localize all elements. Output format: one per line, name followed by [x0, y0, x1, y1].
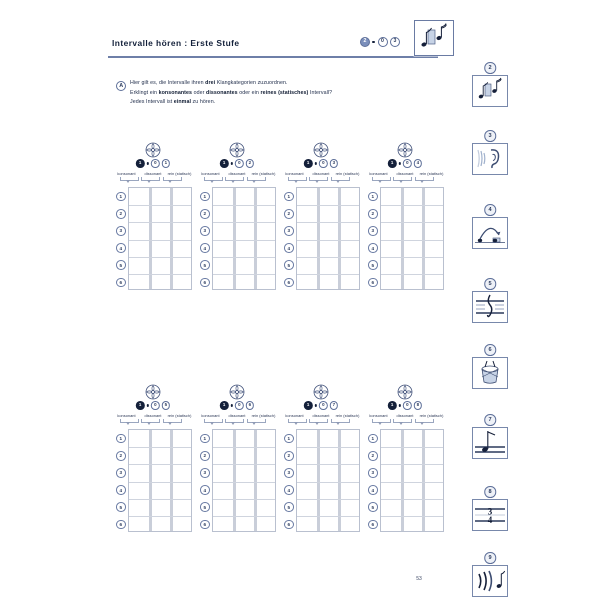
column-headers	[114, 413, 192, 429]
column-header: dissonant	[312, 413, 330, 418]
column-arrow-icon	[126, 422, 130, 425]
page-number: 53	[416, 576, 422, 582]
grid-rule	[297, 447, 359, 448]
row-number: 5	[368, 260, 378, 270]
column-arrow-icon	[420, 180, 424, 183]
grid-rule	[381, 482, 443, 483]
rail-number: 6	[484, 344, 496, 356]
interval-arc-icon[interactable]	[472, 217, 508, 249]
column-arrow-icon	[315, 180, 319, 183]
column-header: konsonant	[117, 171, 136, 176]
grid-rule	[381, 257, 443, 258]
exercise-code-group	[304, 401, 338, 410]
rail-number: 3	[484, 130, 496, 142]
row-number: 5	[116, 502, 126, 512]
exercise-code-minor: 5	[162, 401, 171, 410]
grid-rule	[381, 240, 443, 241]
exercise-code-minor: 7	[330, 401, 339, 410]
exercise-code-mid: 0	[319, 159, 328, 168]
fan-icon	[397, 384, 413, 400]
rail-number: 7	[484, 414, 496, 426]
row-number: 3	[200, 226, 210, 236]
row-number: 2	[284, 451, 294, 461]
row-number: 1	[284, 434, 294, 444]
row-number: 1	[116, 434, 126, 444]
answer-grid[interactable]	[128, 187, 192, 290]
exercise-code-minor: 2	[246, 159, 255, 168]
exercise-code-group	[304, 159, 338, 168]
grid-rule	[213, 447, 275, 448]
row-number: 2	[116, 209, 126, 219]
grid-rule	[129, 516, 191, 517]
column-arrow-icon	[252, 422, 256, 425]
grid-rule	[129, 274, 191, 275]
column-arrow-icon	[420, 422, 424, 425]
fan-icon	[145, 384, 161, 400]
exercise-code-dot	[146, 404, 149, 407]
row-number: 6	[200, 520, 210, 530]
column-headers	[114, 171, 192, 187]
fan-icon	[229, 384, 245, 400]
column-header: konsonant	[201, 171, 220, 176]
column-header: rein (statisch)	[251, 171, 276, 176]
exercise-code-major: 1	[388, 401, 397, 410]
column-header: konsonant	[369, 413, 388, 418]
fan-icon	[145, 142, 161, 158]
header-music-icon-box	[414, 20, 454, 56]
column-header: rein (statisch)	[335, 171, 360, 176]
grid-rule	[129, 222, 191, 223]
row-number-column	[198, 429, 210, 532]
row-number: 3	[284, 226, 294, 236]
row-number: 6	[116, 520, 126, 530]
grid-rule	[297, 205, 359, 206]
column-arrow-icon	[231, 180, 235, 183]
column-headers	[282, 171, 360, 187]
sound-waves-icon[interactable]	[472, 565, 508, 597]
grid-rule	[129, 464, 191, 465]
column-header: dissonant	[144, 413, 162, 418]
column-headers	[198, 171, 276, 187]
grid-rule	[297, 499, 359, 500]
grid-rule	[129, 447, 191, 448]
answer-grid[interactable]	[296, 429, 360, 532]
row-number-column	[366, 429, 378, 532]
grid-rule	[213, 257, 275, 258]
exercise-code-minor: 8	[414, 401, 423, 410]
rail-number: 2	[484, 62, 496, 74]
exercise-code-mid: 0	[403, 401, 412, 410]
column-header: konsonant	[117, 413, 136, 418]
row-number: 5	[200, 260, 210, 270]
exercise-code-mid: 0	[151, 159, 160, 168]
row-number: 5	[200, 502, 210, 512]
row-number: 3	[200, 468, 210, 478]
row-number: 1	[368, 434, 378, 444]
exercise-code-mid: 0	[319, 401, 328, 410]
grid-rule	[297, 464, 359, 465]
grid-rule	[213, 274, 275, 275]
fan-icon	[397, 142, 413, 158]
note-stem-icon[interactable]	[472, 427, 508, 459]
staff-clef-icon[interactable]	[472, 291, 508, 323]
answer-grid[interactable]	[212, 429, 276, 532]
row-number-column	[114, 187, 126, 290]
column-arrow-icon	[168, 422, 172, 425]
grid-rule	[297, 482, 359, 483]
column-arrow-icon	[147, 180, 151, 183]
music-notes-icon	[415, 21, 453, 55]
row-number-column	[282, 187, 294, 290]
fan-icon	[313, 142, 329, 158]
column-headers	[366, 413, 444, 429]
column-arrow-icon	[168, 180, 172, 183]
column-arrow-icon	[210, 180, 214, 183]
header-code-major: 2	[360, 37, 370, 47]
drum-icon[interactable]	[472, 357, 508, 389]
row-number: 2	[368, 209, 378, 219]
svg-text:3: 3	[487, 506, 493, 517]
page-header	[104, 32, 456, 62]
row-number: 5	[284, 502, 294, 512]
exercise-code-major: 1	[136, 159, 145, 168]
row-number: 4	[368, 485, 378, 495]
header-code-mid: 0	[378, 37, 388, 47]
svg-text:4: 4	[487, 515, 493, 525]
exercise-code-group	[388, 401, 422, 410]
column-arrow-icon	[399, 180, 403, 183]
instruction-line-2: Erklingt ein konsonantes oder dissonantes oder ein reines (statisches) Intervall?	[130, 89, 333, 96]
exercise-code-mid: 0	[235, 401, 244, 410]
grid-rule	[381, 464, 443, 465]
exercise-code-dot	[314, 404, 317, 407]
instruction-line-3: Jedes Intervall ist einmal zu hören.	[130, 99, 216, 105]
exercise-code-major: 1	[220, 159, 229, 168]
column-arrow-icon	[315, 422, 319, 425]
row-number: 3	[368, 468, 378, 478]
column-header: dissonant	[144, 171, 162, 176]
grid-rule	[213, 222, 275, 223]
row-number: 4	[284, 485, 294, 495]
row-number: 2	[200, 209, 210, 219]
rail-number: 4	[484, 204, 496, 216]
exercise-code-minor: 4	[414, 159, 423, 168]
exercise-code-dot	[230, 162, 233, 165]
grid-rule	[213, 516, 275, 517]
row-number-column	[198, 187, 210, 290]
row-number: 1	[200, 192, 210, 202]
grid-rule	[129, 257, 191, 258]
header-code-group	[360, 37, 400, 47]
exercise-code-mid: 0	[151, 401, 160, 410]
exercise-code-major: 1	[304, 159, 313, 168]
grid-rule	[297, 274, 359, 275]
row-number: 2	[368, 451, 378, 461]
column-headers	[282, 413, 360, 429]
column-header: rein (statisch)	[167, 413, 192, 418]
column-header: dissonant	[396, 413, 414, 418]
column-header: konsonant	[201, 413, 220, 418]
instruction-line-1: Hier gilt es, die Intervalle ihren drei Klangkategorien zuzuordnen.	[130, 80, 288, 86]
rail-number: 9	[484, 552, 496, 564]
row-number: 2	[116, 451, 126, 461]
exercise-code-minor: 6	[246, 401, 255, 410]
column-header: dissonant	[396, 171, 414, 176]
grid-rule	[213, 464, 275, 465]
grid-rule	[381, 274, 443, 275]
row-number: 6	[368, 520, 378, 530]
column-arrow-icon	[252, 180, 256, 183]
grid-rule	[129, 499, 191, 500]
grid-rule	[381, 499, 443, 500]
column-header: dissonant	[228, 171, 246, 176]
column-arrow-icon	[399, 422, 403, 425]
exercise-code-minor: 3	[330, 159, 339, 168]
exercise-code-mid: 0	[403, 159, 412, 168]
column-arrow-icon	[336, 180, 340, 183]
page-title: Intervalle hören : Erste Stufe	[112, 38, 240, 48]
fan-icon	[145, 384, 161, 400]
column-header: dissonant	[312, 171, 330, 176]
answer-grid[interactable]	[380, 429, 444, 532]
row-number: 4	[284, 243, 294, 253]
column-arrow-icon	[378, 180, 382, 183]
fan-icon	[145, 142, 161, 158]
row-number: 2	[200, 451, 210, 461]
column-arrow-icon	[294, 180, 298, 183]
column-arrow-icon	[126, 180, 130, 183]
column-header: rein (statisch)	[251, 413, 276, 418]
exercise-code-major: 1	[304, 401, 313, 410]
grid-rule	[213, 499, 275, 500]
answer-grid[interactable]	[212, 187, 276, 290]
column-headers	[198, 413, 276, 429]
instruction-text	[130, 80, 430, 109]
exercise-code-mid: 0	[235, 159, 244, 168]
grid-rule	[381, 205, 443, 206]
sheet	[104, 14, 456, 586]
header-code-minor: 3	[390, 37, 400, 47]
grid-rule	[381, 516, 443, 517]
fan-icon	[229, 142, 245, 158]
column-headers	[366, 171, 444, 187]
fan-icon	[229, 142, 245, 158]
exercise-code-dot	[230, 404, 233, 407]
instruction-badge: A	[116, 81, 126, 91]
column-header: rein (statisch)	[419, 171, 444, 176]
exercise-code-major: 1	[220, 401, 229, 410]
row-number: 6	[284, 278, 294, 288]
answer-grid[interactable]	[380, 187, 444, 290]
row-number: 5	[368, 502, 378, 512]
row-number: 5	[284, 260, 294, 270]
row-number: 4	[116, 243, 126, 253]
fan-icon	[313, 384, 329, 400]
row-number: 6	[116, 278, 126, 288]
exercise-code-group	[136, 401, 170, 410]
grid-rule	[129, 482, 191, 483]
grid-rule	[381, 447, 443, 448]
exercise-code-group	[136, 159, 170, 168]
exercise-code-group	[220, 159, 254, 168]
exercise-code-minor: 1	[162, 159, 171, 168]
row-number: 6	[284, 520, 294, 530]
grid-rule	[297, 222, 359, 223]
exercise-code-group	[220, 401, 254, 410]
row-number: 4	[200, 243, 210, 253]
header-code-dot	[372, 41, 375, 44]
column-arrow-icon	[294, 422, 298, 425]
row-number: 6	[368, 278, 378, 288]
exercise-code-dot	[398, 162, 401, 165]
row-number: 3	[368, 226, 378, 236]
column-arrow-icon	[231, 422, 235, 425]
column-header: rein (statisch)	[419, 413, 444, 418]
fan-icon	[313, 384, 329, 400]
column-header: konsonant	[285, 413, 304, 418]
row-number: 4	[368, 243, 378, 253]
column-arrow-icon	[336, 422, 340, 425]
grid-rule	[297, 257, 359, 258]
time-signature-icon[interactable]	[472, 499, 508, 531]
exercise-code-major: 1	[388, 159, 397, 168]
answer-grid[interactable]	[296, 187, 360, 290]
grid-rule	[381, 222, 443, 223]
column-header: konsonant	[369, 171, 388, 176]
column-arrow-icon	[147, 422, 151, 425]
fan-icon	[397, 142, 413, 158]
grid-rule	[213, 205, 275, 206]
music-notes-icon[interactable]	[472, 75, 508, 107]
row-number: 5	[116, 260, 126, 270]
grid-rule	[129, 240, 191, 241]
grid-rule	[213, 482, 275, 483]
fan-icon	[397, 384, 413, 400]
row-number: 1	[368, 192, 378, 202]
row-number: 2	[284, 209, 294, 219]
exercise-code-group	[388, 159, 422, 168]
row-number: 3	[116, 468, 126, 478]
rail-number: 8	[484, 486, 496, 498]
row-number: 4	[200, 485, 210, 495]
row-number-column	[114, 429, 126, 532]
row-number: 6	[200, 278, 210, 288]
grid-rule	[297, 240, 359, 241]
grid-rule	[213, 240, 275, 241]
fan-icon	[313, 142, 329, 158]
column-header: dissonant	[228, 413, 246, 418]
header-divider	[108, 56, 438, 58]
exercise-code-major: 1	[136, 401, 145, 410]
row-number-column	[366, 187, 378, 290]
row-number: 1	[116, 192, 126, 202]
rail-number: 5	[484, 278, 496, 290]
row-number: 1	[200, 434, 210, 444]
ear-listening-icon[interactable]	[472, 143, 508, 175]
column-header: rein (statisch)	[335, 413, 360, 418]
fan-icon	[229, 384, 245, 400]
grid-rule	[129, 205, 191, 206]
grid-rule	[297, 516, 359, 517]
row-number-column	[282, 429, 294, 532]
exercise-code-dot	[398, 404, 401, 407]
column-header: konsonant	[285, 171, 304, 176]
row-number: 3	[116, 226, 126, 236]
column-arrow-icon	[210, 422, 214, 425]
column-arrow-icon	[378, 422, 382, 425]
column-header: rein (statisch)	[167, 171, 192, 176]
answer-grid[interactable]	[128, 429, 192, 532]
row-number: 1	[284, 192, 294, 202]
exercise-code-dot	[146, 162, 149, 165]
exercise-code-dot	[314, 162, 317, 165]
row-number: 4	[116, 485, 126, 495]
row-number: 3	[284, 468, 294, 478]
